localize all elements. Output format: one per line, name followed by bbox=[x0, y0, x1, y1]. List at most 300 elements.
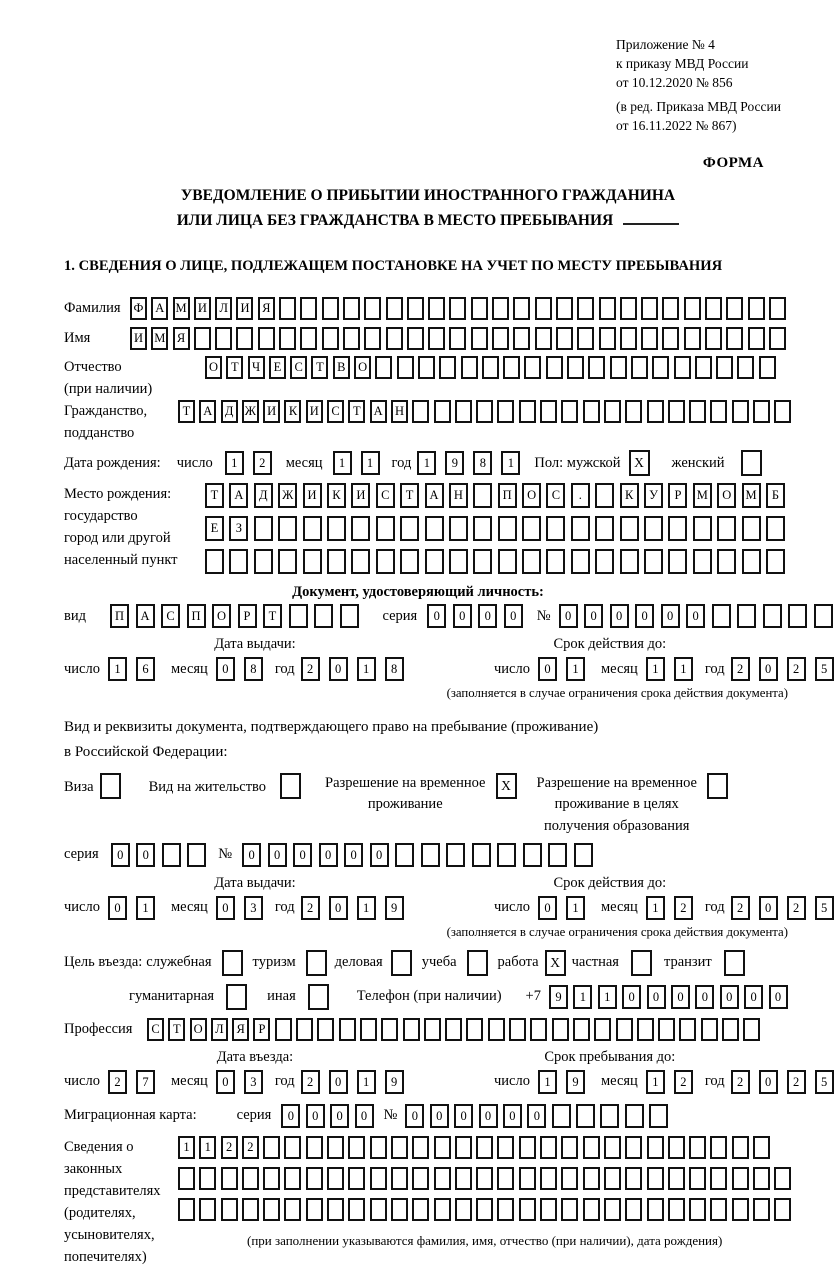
char-cell[interactable] bbox=[814, 604, 833, 628]
char-cell[interactable]: 1 bbox=[357, 896, 376, 920]
char-cell[interactable] bbox=[556, 327, 573, 350]
char-cell[interactable] bbox=[317, 1018, 334, 1041]
char-cell[interactable] bbox=[535, 327, 552, 350]
char-cell[interactable] bbox=[647, 1167, 664, 1190]
char-cell[interactable] bbox=[482, 356, 499, 379]
char-cell[interactable]: 0 bbox=[635, 604, 654, 628]
char-cell[interactable]: М bbox=[173, 297, 190, 320]
gender-female-checkbox[interactable] bbox=[741, 450, 762, 476]
char-cell[interactable] bbox=[300, 297, 317, 320]
char-cell[interactable] bbox=[513, 297, 530, 320]
char-cell[interactable] bbox=[604, 400, 621, 423]
char-cell[interactable] bbox=[425, 549, 444, 574]
char-cell[interactable]: Р bbox=[238, 604, 257, 628]
char-cell[interactable] bbox=[540, 1198, 557, 1221]
char-cell[interactable] bbox=[351, 549, 370, 574]
char-cell[interactable]: 1 bbox=[108, 657, 127, 681]
char-cell[interactable]: 9 bbox=[385, 1070, 404, 1094]
char-cell[interactable]: 0 bbox=[281, 1104, 300, 1128]
char-cell[interactable] bbox=[583, 1198, 600, 1221]
char-cell[interactable] bbox=[339, 1018, 356, 1041]
char-cell[interactable] bbox=[162, 843, 181, 867]
char-cell[interactable]: С bbox=[546, 483, 565, 508]
char-cell[interactable] bbox=[412, 1167, 429, 1190]
char-cell[interactable] bbox=[732, 1167, 749, 1190]
char-cell[interactable] bbox=[476, 1198, 493, 1221]
char-cell[interactable]: П bbox=[110, 604, 129, 628]
residence-permit-checkbox[interactable] bbox=[280, 773, 301, 799]
char-cell[interactable] bbox=[360, 1018, 377, 1041]
char-cell[interactable] bbox=[774, 1198, 791, 1221]
char-cell[interactable] bbox=[473, 549, 492, 574]
char-cell[interactable]: 1 bbox=[646, 1070, 665, 1094]
char-cell[interactable]: 0 bbox=[503, 1104, 522, 1128]
char-cell[interactable] bbox=[263, 1167, 280, 1190]
char-cell[interactable]: 9 bbox=[566, 1070, 585, 1094]
char-cell[interactable]: 0 bbox=[136, 843, 155, 867]
char-cell[interactable] bbox=[658, 1018, 675, 1041]
char-cell[interactable]: 0 bbox=[216, 896, 235, 920]
char-cell[interactable] bbox=[546, 356, 563, 379]
char-cell[interactable] bbox=[498, 516, 517, 541]
char-cell[interactable] bbox=[449, 549, 468, 574]
char-cell[interactable] bbox=[236, 327, 253, 350]
char-cell[interactable]: 8 bbox=[385, 657, 404, 681]
char-cell[interactable] bbox=[594, 1018, 611, 1041]
char-cell[interactable]: К bbox=[620, 483, 639, 508]
char-cell[interactable]: 0 bbox=[527, 1104, 546, 1128]
char-cell[interactable]: Р bbox=[253, 1018, 270, 1041]
char-cell[interactable] bbox=[788, 604, 807, 628]
char-cell[interactable]: Т bbox=[348, 400, 365, 423]
char-cell[interactable] bbox=[461, 356, 478, 379]
char-cell[interactable]: 0 bbox=[759, 657, 778, 681]
char-cell[interactable] bbox=[284, 1136, 301, 1159]
char-cell[interactable] bbox=[306, 1198, 323, 1221]
char-cell[interactable]: 0 bbox=[453, 604, 472, 628]
char-cell[interactable]: О bbox=[522, 483, 541, 508]
char-cell[interactable] bbox=[556, 297, 573, 320]
char-cell[interactable] bbox=[348, 1198, 365, 1221]
char-cell[interactable] bbox=[647, 400, 664, 423]
char-cell[interactable]: 1 bbox=[598, 985, 617, 1009]
char-cell[interactable] bbox=[710, 1198, 727, 1221]
char-cell[interactable] bbox=[620, 549, 639, 574]
char-cell[interactable] bbox=[641, 297, 658, 320]
char-cell[interactable] bbox=[306, 1167, 323, 1190]
char-cell[interactable] bbox=[571, 549, 590, 574]
char-cell[interactable]: Я bbox=[258, 297, 275, 320]
char-cell[interactable] bbox=[289, 604, 308, 628]
char-cell[interactable] bbox=[637, 1018, 654, 1041]
char-cell[interactable] bbox=[576, 1104, 595, 1128]
char-cell[interactable] bbox=[497, 400, 514, 423]
char-cell[interactable] bbox=[620, 297, 637, 320]
char-cell[interactable] bbox=[306, 1136, 323, 1159]
char-cell[interactable]: К bbox=[284, 400, 301, 423]
char-cell[interactable] bbox=[242, 1198, 259, 1221]
char-cell[interactable]: 1 bbox=[199, 1136, 216, 1159]
char-cell[interactable] bbox=[386, 327, 403, 350]
char-cell[interactable]: 5 bbox=[815, 1070, 834, 1094]
char-cell[interactable]: 2 bbox=[108, 1070, 127, 1094]
char-cell[interactable] bbox=[577, 327, 594, 350]
char-cell[interactable] bbox=[625, 1104, 644, 1128]
char-cell[interactable] bbox=[397, 356, 414, 379]
char-cell[interactable] bbox=[254, 549, 273, 574]
char-cell[interactable] bbox=[242, 1167, 259, 1190]
char-cell[interactable]: 9 bbox=[385, 896, 404, 920]
char-cell[interactable] bbox=[412, 1136, 429, 1159]
char-cell[interactable] bbox=[766, 516, 785, 541]
char-cell[interactable] bbox=[753, 1198, 770, 1221]
char-cell[interactable] bbox=[322, 327, 339, 350]
char-cell[interactable]: З bbox=[229, 516, 248, 541]
char-cell[interactable]: И bbox=[236, 297, 253, 320]
char-cell[interactable] bbox=[263, 1136, 280, 1159]
char-cell[interactable]: 3 bbox=[244, 1070, 263, 1094]
char-cell[interactable] bbox=[763, 604, 782, 628]
char-cell[interactable] bbox=[668, 1198, 685, 1221]
char-cell[interactable] bbox=[327, 1198, 344, 1221]
char-cell[interactable]: 2 bbox=[787, 657, 806, 681]
char-cell[interactable] bbox=[710, 400, 727, 423]
char-cell[interactable] bbox=[668, 549, 687, 574]
char-cell[interactable] bbox=[351, 516, 370, 541]
char-cell[interactable] bbox=[509, 1018, 526, 1041]
char-cell[interactable] bbox=[364, 297, 381, 320]
char-cell[interactable] bbox=[689, 1198, 706, 1221]
char-cell[interactable]: С bbox=[147, 1018, 164, 1041]
char-cell[interactable] bbox=[370, 1136, 387, 1159]
char-cell[interactable]: И bbox=[303, 483, 322, 508]
char-cell[interactable] bbox=[610, 356, 627, 379]
char-cell[interactable]: 7 bbox=[136, 1070, 155, 1094]
char-cell[interactable] bbox=[428, 297, 445, 320]
char-cell[interactable] bbox=[519, 400, 536, 423]
char-cell[interactable] bbox=[774, 400, 791, 423]
char-cell[interactable] bbox=[476, 400, 493, 423]
char-cell[interactable] bbox=[748, 327, 765, 350]
char-cell[interactable]: 2 bbox=[731, 657, 750, 681]
char-cell[interactable] bbox=[519, 1167, 536, 1190]
char-cell[interactable]: А bbox=[370, 400, 387, 423]
char-cell[interactable] bbox=[743, 1018, 760, 1041]
char-cell[interactable] bbox=[221, 1167, 238, 1190]
char-cell[interactable] bbox=[497, 1136, 514, 1159]
char-cell[interactable] bbox=[759, 356, 776, 379]
char-cell[interactable] bbox=[519, 1136, 536, 1159]
char-cell[interactable] bbox=[523, 843, 542, 867]
char-cell[interactable] bbox=[279, 297, 296, 320]
char-cell[interactable]: О bbox=[212, 604, 231, 628]
char-cell[interactable] bbox=[327, 516, 346, 541]
char-cell[interactable]: Я bbox=[232, 1018, 249, 1041]
char-cell[interactable] bbox=[625, 1198, 642, 1221]
char-cell[interactable]: 1 bbox=[361, 451, 380, 475]
char-cell[interactable] bbox=[418, 356, 435, 379]
char-cell[interactable] bbox=[577, 297, 594, 320]
char-cell[interactable] bbox=[583, 1167, 600, 1190]
char-cell[interactable]: Ж bbox=[242, 400, 259, 423]
char-cell[interactable]: 1 bbox=[178, 1136, 195, 1159]
char-cell[interactable] bbox=[221, 1198, 238, 1221]
char-cell[interactable] bbox=[604, 1136, 621, 1159]
char-cell[interactable] bbox=[530, 1018, 547, 1041]
char-cell[interactable]: Л bbox=[215, 297, 232, 320]
char-cell[interactable] bbox=[668, 1136, 685, 1159]
visa-checkbox[interactable] bbox=[100, 773, 121, 799]
char-cell[interactable] bbox=[710, 1167, 727, 1190]
char-cell[interactable]: 0 bbox=[769, 985, 788, 1009]
edu-permit-checkbox[interactable] bbox=[707, 773, 728, 799]
char-cell[interactable]: 0 bbox=[293, 843, 312, 867]
char-cell[interactable] bbox=[668, 400, 685, 423]
char-cell[interactable]: 2 bbox=[731, 1070, 750, 1094]
char-cell[interactable] bbox=[424, 1018, 441, 1041]
char-cell[interactable] bbox=[540, 400, 557, 423]
char-cell[interactable] bbox=[701, 1018, 718, 1041]
temp-permit-checkbox[interactable]: X bbox=[496, 773, 517, 799]
char-cell[interactable] bbox=[732, 400, 749, 423]
char-cell[interactable] bbox=[503, 356, 520, 379]
char-cell[interactable] bbox=[689, 1167, 706, 1190]
char-cell[interactable] bbox=[693, 549, 712, 574]
char-cell[interactable]: 9 bbox=[549, 985, 568, 1009]
char-cell[interactable] bbox=[391, 1136, 408, 1159]
purpose-other-checkbox[interactable] bbox=[308, 984, 329, 1010]
char-cell[interactable]: С bbox=[327, 400, 344, 423]
char-cell[interactable] bbox=[229, 549, 248, 574]
char-cell[interactable] bbox=[644, 549, 663, 574]
char-cell[interactable] bbox=[769, 297, 786, 320]
char-cell[interactable] bbox=[668, 1167, 685, 1190]
char-cell[interactable] bbox=[497, 1167, 514, 1190]
char-cell[interactable]: У bbox=[644, 483, 663, 508]
char-cell[interactable]: Т bbox=[168, 1018, 185, 1041]
char-cell[interactable] bbox=[753, 1167, 770, 1190]
char-cell[interactable]: 5 bbox=[815, 657, 834, 681]
char-cell[interactable] bbox=[199, 1198, 216, 1221]
char-cell[interactable] bbox=[726, 297, 743, 320]
purpose-humanitarian-checkbox[interactable] bbox=[226, 984, 247, 1010]
char-cell[interactable] bbox=[455, 1167, 472, 1190]
char-cell[interactable]: П bbox=[498, 483, 517, 508]
char-cell[interactable] bbox=[492, 297, 509, 320]
char-cell[interactable] bbox=[774, 1167, 791, 1190]
char-cell[interactable] bbox=[395, 843, 414, 867]
char-cell[interactable]: 0 bbox=[759, 1070, 778, 1094]
char-cell[interactable]: 0 bbox=[559, 604, 578, 628]
char-cell[interactable] bbox=[600, 1104, 619, 1128]
char-cell[interactable]: 3 bbox=[244, 896, 263, 920]
char-cell[interactable] bbox=[187, 843, 206, 867]
char-cell[interactable] bbox=[705, 297, 722, 320]
char-cell[interactable]: 0 bbox=[242, 843, 261, 867]
char-cell[interactable] bbox=[284, 1167, 301, 1190]
char-cell[interactable]: 1 bbox=[646, 896, 665, 920]
char-cell[interactable] bbox=[513, 327, 530, 350]
char-cell[interactable] bbox=[412, 1198, 429, 1221]
char-cell[interactable] bbox=[473, 483, 492, 508]
char-cell[interactable] bbox=[434, 1136, 451, 1159]
purpose-tourism-checkbox[interactable] bbox=[306, 950, 327, 976]
char-cell[interactable]: 1 bbox=[417, 451, 436, 475]
char-cell[interactable] bbox=[693, 516, 712, 541]
char-cell[interactable] bbox=[327, 549, 346, 574]
char-cell[interactable] bbox=[742, 516, 761, 541]
char-cell[interactable] bbox=[717, 549, 736, 574]
char-cell[interactable]: М bbox=[151, 327, 168, 350]
char-cell[interactable]: Д bbox=[221, 400, 238, 423]
char-cell[interactable]: А bbox=[199, 400, 216, 423]
char-cell[interactable]: 2 bbox=[301, 1070, 320, 1094]
char-cell[interactable]: 1 bbox=[674, 657, 693, 681]
char-cell[interactable]: 0 bbox=[108, 896, 127, 920]
char-cell[interactable] bbox=[604, 1167, 621, 1190]
char-cell[interactable]: И bbox=[130, 327, 147, 350]
char-cell[interactable] bbox=[540, 1167, 557, 1190]
char-cell[interactable] bbox=[303, 516, 322, 541]
char-cell[interactable]: 1 bbox=[357, 657, 376, 681]
char-cell[interactable]: 0 bbox=[355, 1104, 374, 1128]
char-cell[interactable] bbox=[466, 1018, 483, 1041]
char-cell[interactable] bbox=[689, 400, 706, 423]
char-cell[interactable]: 0 bbox=[216, 1070, 235, 1094]
char-cell[interactable] bbox=[391, 1198, 408, 1221]
char-cell[interactable] bbox=[278, 549, 297, 574]
char-cell[interactable] bbox=[449, 327, 466, 350]
char-cell[interactable] bbox=[522, 516, 541, 541]
char-cell[interactable] bbox=[737, 604, 756, 628]
char-cell[interactable]: О bbox=[354, 356, 371, 379]
char-cell[interactable]: П bbox=[187, 604, 206, 628]
char-cell[interactable] bbox=[400, 549, 419, 574]
char-cell[interactable]: И bbox=[194, 297, 211, 320]
char-cell[interactable] bbox=[732, 1198, 749, 1221]
char-cell[interactable] bbox=[473, 516, 492, 541]
char-cell[interactable] bbox=[322, 297, 339, 320]
char-cell[interactable] bbox=[275, 1018, 292, 1041]
char-cell[interactable]: Т bbox=[226, 356, 243, 379]
char-cell[interactable] bbox=[471, 327, 488, 350]
char-cell[interactable] bbox=[716, 356, 733, 379]
char-cell[interactable]: 2 bbox=[253, 451, 272, 475]
char-cell[interactable] bbox=[205, 549, 224, 574]
char-cell[interactable]: 0 bbox=[759, 896, 778, 920]
char-cell[interactable] bbox=[647, 1136, 664, 1159]
char-cell[interactable]: 0 bbox=[538, 657, 557, 681]
char-cell[interactable]: 9 bbox=[445, 451, 464, 475]
char-cell[interactable]: Т bbox=[311, 356, 328, 379]
char-cell[interactable] bbox=[455, 1198, 472, 1221]
char-cell[interactable]: 1 bbox=[333, 451, 352, 475]
char-cell[interactable]: 0 bbox=[430, 1104, 449, 1128]
char-cell[interactable] bbox=[753, 1136, 770, 1159]
char-cell[interactable] bbox=[279, 327, 296, 350]
char-cell[interactable]: 1 bbox=[136, 896, 155, 920]
char-cell[interactable]: С bbox=[290, 356, 307, 379]
char-cell[interactable] bbox=[178, 1167, 195, 1190]
char-cell[interactable] bbox=[303, 549, 322, 574]
char-cell[interactable] bbox=[748, 297, 765, 320]
char-cell[interactable]: Я bbox=[173, 327, 190, 350]
char-cell[interactable]: 0 bbox=[370, 843, 389, 867]
purpose-work-checkbox[interactable]: X bbox=[545, 950, 566, 976]
char-cell[interactable]: 0 bbox=[695, 985, 714, 1009]
char-cell[interactable]: 0 bbox=[538, 896, 557, 920]
char-cell[interactable]: 0 bbox=[671, 985, 690, 1009]
char-cell[interactable]: М bbox=[693, 483, 712, 508]
char-cell[interactable] bbox=[737, 356, 754, 379]
char-cell[interactable] bbox=[446, 843, 465, 867]
char-cell[interactable] bbox=[567, 356, 584, 379]
char-cell[interactable] bbox=[769, 327, 786, 350]
char-cell[interactable] bbox=[370, 1198, 387, 1221]
char-cell[interactable] bbox=[407, 327, 424, 350]
char-cell[interactable]: 1 bbox=[225, 451, 244, 475]
char-cell[interactable]: Ф bbox=[130, 297, 147, 320]
char-cell[interactable] bbox=[625, 1167, 642, 1190]
char-cell[interactable] bbox=[689, 1136, 706, 1159]
char-cell[interactable]: 2 bbox=[731, 896, 750, 920]
char-cell[interactable]: 1 bbox=[573, 985, 592, 1009]
char-cell[interactable] bbox=[662, 297, 679, 320]
char-cell[interactable] bbox=[684, 327, 701, 350]
char-cell[interactable]: 0 bbox=[686, 604, 705, 628]
char-cell[interactable] bbox=[340, 604, 359, 628]
char-cell[interactable] bbox=[327, 1167, 344, 1190]
char-cell[interactable] bbox=[455, 1136, 472, 1159]
char-cell[interactable]: 0 bbox=[306, 1104, 325, 1128]
char-cell[interactable]: 2 bbox=[674, 896, 693, 920]
char-cell[interactable] bbox=[599, 327, 616, 350]
char-cell[interactable] bbox=[524, 356, 541, 379]
char-cell[interactable] bbox=[488, 1018, 505, 1041]
char-cell[interactable] bbox=[574, 843, 593, 867]
char-cell[interactable]: 0 bbox=[344, 843, 363, 867]
char-cell[interactable]: Е bbox=[205, 516, 224, 541]
char-cell[interactable]: 2 bbox=[242, 1136, 259, 1159]
char-cell[interactable] bbox=[722, 1018, 739, 1041]
char-cell[interactable] bbox=[194, 327, 211, 350]
char-cell[interactable] bbox=[497, 843, 516, 867]
char-cell[interactable]: 1 bbox=[566, 896, 585, 920]
char-cell[interactable] bbox=[616, 1018, 633, 1041]
char-cell[interactable] bbox=[595, 549, 614, 574]
char-cell[interactable]: К bbox=[327, 483, 346, 508]
char-cell[interactable] bbox=[588, 356, 605, 379]
char-cell[interactable]: 0 bbox=[622, 985, 641, 1009]
char-cell[interactable]: 0 bbox=[504, 604, 523, 628]
char-cell[interactable]: Т bbox=[205, 483, 224, 508]
char-cell[interactable] bbox=[391, 1167, 408, 1190]
char-cell[interactable] bbox=[412, 400, 429, 423]
char-cell[interactable]: 0 bbox=[329, 657, 348, 681]
char-cell[interactable] bbox=[296, 1018, 313, 1041]
char-cell[interactable] bbox=[548, 843, 567, 867]
char-cell[interactable] bbox=[625, 1136, 642, 1159]
char-cell[interactable] bbox=[552, 1104, 571, 1128]
char-cell[interactable] bbox=[679, 1018, 696, 1041]
char-cell[interactable] bbox=[376, 516, 395, 541]
char-cell[interactable]: 2 bbox=[787, 1070, 806, 1094]
char-cell[interactable]: И bbox=[306, 400, 323, 423]
char-cell[interactable] bbox=[381, 1018, 398, 1041]
char-cell[interactable] bbox=[370, 1167, 387, 1190]
char-cell[interactable]: 0 bbox=[584, 604, 603, 628]
char-cell[interactable] bbox=[535, 297, 552, 320]
